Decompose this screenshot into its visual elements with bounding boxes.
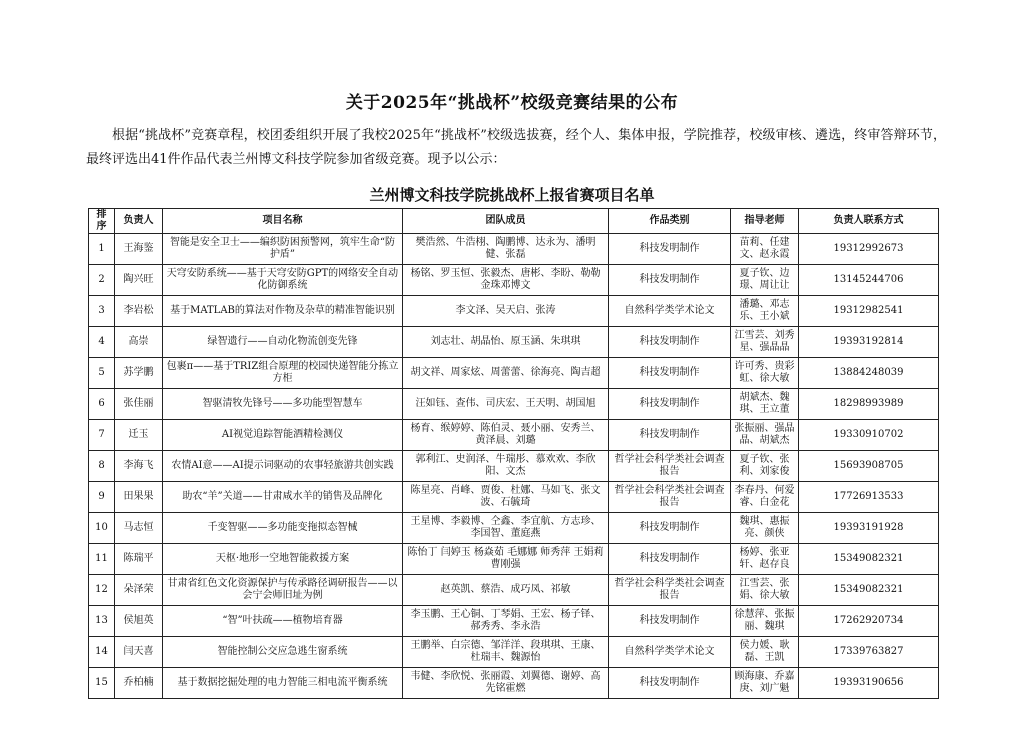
cell-team-members: 樊浩然、牛浩栩、陶鹏博、达永为、潘明健、张磊 [403,234,609,265]
cell-team-members: 陈星亮、肖峰、贾俊、杜娜、马如飞、张文波、石毓琦 [403,482,609,513]
table-header-row [89,209,939,234]
cell-team-members: 韦健、李欣悦、张丽霞、刘翼德、谢婷、高先铭霍燃 [403,668,609,699]
cell-contact: 13145244706 [799,265,939,296]
cell-project-name: 助农“羊”关道——甘肃咸水羊的销售及品牌化 [163,482,403,513]
cell-rank: 13 [89,606,115,637]
cell-project-name: 包裹π——基于TRIZ组合原理的校园快递智能分拣立方柜 [163,358,403,389]
table-row [89,327,939,358]
cell-project-name: AI视觉追踪智能酒精检测仪 [163,420,403,451]
header-category: 作品类别 [609,209,731,234]
cell-rank: 9 [89,482,115,513]
cell-category: 哲学社会科学类社会调查报告 [609,575,731,606]
table-row [89,482,939,513]
cell-leader: 乔柏楠 [115,668,163,699]
cell-project-name: 甘肃省红色文化资源保护与传承路径调研报告——以会宁会师旧址为例 [163,575,403,606]
cell-leader: 高崇 [115,327,163,358]
cell-rank: 5 [89,358,115,389]
table-row [89,513,939,544]
cell-leader: 马志恒 [115,513,163,544]
cell-rank: 15 [89,668,115,699]
cell-category: 科技发明制作 [609,265,731,296]
cell-category: 科技发明制作 [609,420,731,451]
cell-advisor: 苗莉、任建文、赵永霞 [731,234,799,265]
cell-advisor: 江雪芸、刘秀星、强晶晶 [731,327,799,358]
cell-team-members: 郭利江、史润泽、牛瑞彤、慕欢欢、李欣阳、文杰 [403,451,609,482]
header-team-members: 团队成员 [403,209,609,234]
cell-project-name: 千变智驱——多功能变拖拟态智械 [163,513,403,544]
table-body [89,234,939,699]
cell-category: 科技发明制作 [609,389,731,420]
table-row [89,668,939,699]
cell-team-members: 李玉鹏、王心铜、丁琴娟、王宏、杨子铎、郝秀秀、李永浩 [403,606,609,637]
cell-category: 科技发明制作 [609,606,731,637]
table-row [89,637,939,668]
header-advisor: 指导老师 [731,209,799,234]
cell-advisor: 潘璐、邓志乐、王小斌 [731,296,799,327]
cell-rank: 6 [89,389,115,420]
cell-project-name: 智能控制公交应急逃生窗系统 [163,637,403,668]
cell-contact: 17726913533 [799,482,939,513]
cell-contact: 15349082321 [799,544,939,575]
cell-contact: 15349082321 [799,575,939,606]
table-row [89,296,939,327]
cell-contact: 19393191928 [799,513,939,544]
cell-advisor: 侯力媛、耿磊、王凯 [731,637,799,668]
cell-advisor: 胡斌杰、魏琪、王立董 [731,389,799,420]
document-title: 关于2025年“挑战杯”校级竞赛结果的公布 [345,93,679,113]
cell-team-members: 王星博、李毅博、仝鑫、李宜航、方志珍、李国智、董庭燕 [403,513,609,544]
cell-leader: 苏学鹏 [115,358,163,389]
cell-project-name: 智能是安全卫士——编织防困预警网，筑牢生命“防护盾” [163,234,403,265]
cell-project-name: 天穹安防系统——基于天穹安防GPT的网络安全自动化防御系统 [163,265,403,296]
cell-leader: 闫天喜 [115,637,163,668]
cell-rank: 4 [89,327,115,358]
table-title: 兰州博文科技学院挑战杯上报省赛项目名单 [369,186,655,204]
cell-rank: 12 [89,575,115,606]
cell-advisor: 夏子钦、边璟、周让让 [731,265,799,296]
cell-leader: 田果果 [115,482,163,513]
table-row [89,420,939,451]
cell-rank: 1 [89,234,115,265]
cell-leader: 侯旭英 [115,606,163,637]
cell-advisor: 江雪芸、张娟、徐大敏 [731,575,799,606]
header-leader: 负责人 [115,209,163,234]
intro-paragraph: 根据“挑战杯”竞赛章程，校团委组织开展了我校2025年“挑战杯”校级选拔赛，经个人、集体申报，学院推荐，校级审核、遴选，终审答辩环节，最终评选出41件作品代表兰州博文科技学院参加省级竞赛。现予以公示： [86,128,946,167]
table-row [89,575,939,606]
table-row [89,265,939,296]
cell-advisor: 李春丹、何爱睿、白金花 [731,482,799,513]
cell-rank: 10 [89,513,115,544]
cell-rank: 8 [89,451,115,482]
cell-project-name: 基于MATLAB的算法对作物及杂草的精准智能识别 [163,296,403,327]
cell-advisor: 徐慧萍、张振丽、魏琪 [731,606,799,637]
cell-category: 自然科学类学术论文 [609,637,731,668]
table-row [89,234,939,265]
cell-contact: 18298993989 [799,389,939,420]
cell-rank: 2 [89,265,115,296]
cell-rank: 3 [89,296,115,327]
project-table [88,208,939,699]
cell-rank: 11 [89,544,115,575]
cell-leader: 朵泽荣 [115,575,163,606]
cell-leader: 李岩松 [115,296,163,327]
table-row [89,358,939,389]
cell-leader: 王海鉴 [115,234,163,265]
cell-contact: 19330910702 [799,420,939,451]
cell-project-name: 智驱清牧先锋号——多功能型智慧车 [163,389,403,420]
cell-team-members: 陈怡丁 闫婷玉 杨焱茹 毛娜娜 师秀萍 王娟莉 曹刚强 [403,544,609,575]
table-row [89,544,939,575]
cell-contact: 19312982541 [799,296,939,327]
cell-contact: 19393192814 [799,327,939,358]
cell-rank: 7 [89,420,115,451]
cell-contact: 19312992673 [799,234,939,265]
cell-project-name: 基于数据挖掘处理的电力智能三相电流平衡系统 [163,668,403,699]
cell-category: 科技发明制作 [609,544,731,575]
table-row [89,606,939,637]
cell-advisor: 夏子钦、张利、刘家俊 [731,451,799,482]
cell-category: 科技发明制作 [609,327,731,358]
cell-category: 自然科学类学术论文 [609,296,731,327]
cell-contact: 17262920734 [799,606,939,637]
cell-advisor: 张振丽、强晶晶、胡斌杰 [731,420,799,451]
cell-project-name: 天枢·地形一空地智能救援方案 [163,544,403,575]
cell-project-name: 农情AI意——AI提示词驱动的农事轻旅游共创实践 [163,451,403,482]
cell-rank: 14 [89,637,115,668]
cell-team-members: 赵英凯、蔡浩、成巧凤、祁敏 [403,575,609,606]
cell-advisor: 许可秀、贵彩虹、徐大敏 [731,358,799,389]
cell-advisor: 杨婷、张亚轩、赵存良 [731,544,799,575]
cell-category: 哲学社会科学类社会调查报告 [609,482,731,513]
cell-contact: 19393190656 [799,668,939,699]
cell-leader: 李海飞 [115,451,163,482]
table-row [89,451,939,482]
header-rank: 排序 [89,209,115,234]
cell-category: 科技发明制作 [609,668,731,699]
header-contact: 负责人联系方式 [799,209,939,234]
cell-category: 科技发明制作 [609,358,731,389]
cell-advisor: 顾海康、乔嘉庚、刘广魁 [731,668,799,699]
cell-team-members: 胡文祥、周家炫、周蕾蕾、徐海亮、陶吉超 [403,358,609,389]
cell-contact: 17339763827 [799,637,939,668]
cell-contact: 15693908705 [799,451,939,482]
cell-team-members: 刘志壮、胡晶怡、原玉涵、朱琪琪 [403,327,609,358]
cell-leader: 迁玉 [115,420,163,451]
cell-team-members: 王鹏举、白宗德、邹洋洋、段琪琪、王康、杜瑞丰、魏源怡 [403,637,609,668]
header-project-name: 项目名称 [163,209,403,234]
cell-category: 科技发明制作 [609,234,731,265]
cell-category: 哲学社会科学类社会调查报告 [609,451,731,482]
cell-leader: 陶兴旺 [115,265,163,296]
cell-team-members: 杨育、缑婷婷、陈伯灵、聂小丽、安秀兰、黄泽晨、刘璐 [403,420,609,451]
cell-project-name: “智”叶扶疏——植物培育器 [163,606,403,637]
cell-category: 科技发明制作 [609,513,731,544]
cell-advisor: 魏琪、惠振亮、颜侠 [731,513,799,544]
cell-project-name: 绿智遗行——自动化物流创变先锋 [163,327,403,358]
cell-team-members: 汪如钰、查伟、司庆宏、王天明、胡国旭 [403,389,609,420]
cell-team-members: 杨铭、罗玉恒、张毅杰、唐彬、李盼、勒勒金珠邓博文 [403,265,609,296]
cell-team-members: 李文泽、吴天启、张涛 [403,296,609,327]
cell-leader: 张佳丽 [115,389,163,420]
cell-contact: 13884248039 [799,358,939,389]
cell-leader: 陈瑞平 [115,544,163,575]
table-row [89,389,939,420]
